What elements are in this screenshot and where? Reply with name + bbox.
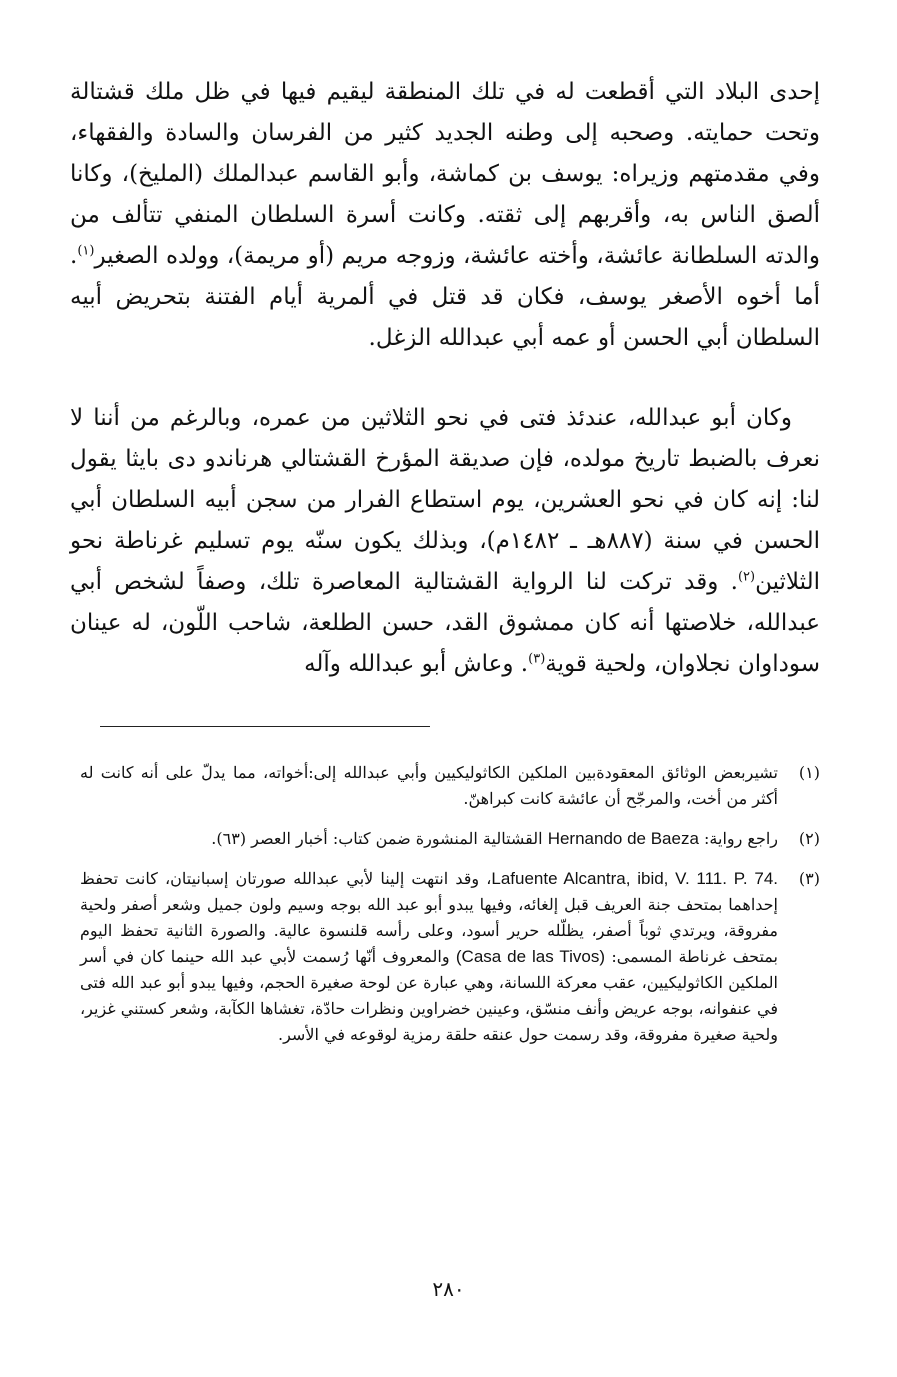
- footnote-text-after: القشتالية المنشورة ضمن كتاب: أخبار العصر (٦٣).: [211, 829, 543, 848]
- footnote-text: تشيربعض الوثائق المعقودةبين الملكين الكاثوليكيين وأبي عبدالله إلى:أخواته، مما يدلّ على أنه كانت له أكثر من أخت، والمرجّح أن عائشة كانت كبراهنّ.: [80, 763, 779, 808]
- paragraph-1-text: إحدى البلاد التي أقطعت له في تلك المنطقة ليقيم فيها في ظل ملك قشتالة وتحت حمايته. وصحبه إلى وطنه الجديد كثير من الفرسان والسادة والفقهاء، وفي مقدمتهم وزيراه: يوسف بن كماشة، وأبو القاسم عبدالملك (المليخ)، وكانا ألصق الناس به، وأقربهم إلى ثقته. وكانت أسرة السلطان المنفي تتألف من والدته السلطانة عائشة، وأخته عائشة، وزوجه مريم (أو مريمة)، وولده الصغير: [70, 79, 820, 269]
- footnote-ref-2[interactable]: (٢): [737, 569, 756, 585]
- paragraph-2-text-end: . وعاش أبو عبدالله وآله: [304, 651, 529, 677]
- paragraph-text: [70, 398, 820, 685]
- paragraph-2-text-cont: . وقد تركت لنا الرواية القشتالية المعاصرة تلك، وصفاً لشخص أبي عبدالله، خلاصتها أنه كان ممشوق القد، حسن الطلعة، شاحب اللّون، له عينان سوداوان نجلاوان، ولحية قوية: [70, 569, 820, 677]
- footnote-text: [80, 826, 778, 852]
- footnote-text: [80, 866, 778, 1048]
- footnote-separator: [100, 726, 430, 727]
- footnote-ref-3[interactable]: (٣): [528, 651, 546, 667]
- footnote-3: [80, 866, 820, 1048]
- paragraph-2-text: وكان أبو عبدالله، عندئذ فتى في نحو الثلاثين من عمره، وبالرغم من أننا لا نعرف بالضبط تاريخ مولده، فإن صديقة المؤرخ القشتالي هرناندو دى بايثا يقول لنا: إنه كان في نحو العشرين، يوم استطاع الفرار من سجن أبيه السلطان أبي الحسن في سنة (٨٨٧هـ ـ ١٤٨٢م)، وبذلك يكون سنّه يوم تسليم غرناطة نحو الثلاثين: [70, 405, 821, 595]
- footnote-latin-source: Hernando de Baeza: [547, 829, 699, 848]
- footnote-text-part1: ، وقد انتهت إلينا لأبي عبدالله صورتان إسبانيتان، كانت تحفظ إحداهما بمتحف جنة العريف قبل إلغائه، وفيها يبدو أبو عبد الله بوجه وسيم ولون جميل وشعر أصفر ولحية مفروقة، ويرتدي ثوباً أصفر، يظلّله حرير أسود، وعلى رأسه قلنسوة عالية. والصورة الثانية تحفظ اليوم بمتحف غرناطة المسمى:: [80, 869, 779, 966]
- body-paragraph-2: [70, 398, 820, 685]
- footnote-latin-source: Lafuente Alcantra, ibid, V. 111. P. 74.: [491, 869, 778, 888]
- paragraph-1-text-cont: . أما أخوه الأصغر يوسف، فكان قد قتل في ألمرية أيام الفتنة بتحريض أبيه السلطان أبي الحسن أو عمه أبي عبدالله الزغل.: [70, 243, 820, 351]
- footnote-number: (١): [798, 763, 820, 782]
- paragraph-text: [70, 72, 820, 359]
- footnote-number: (٢): [798, 829, 820, 848]
- body-paragraph-1: [70, 72, 820, 359]
- footnote-text-part2: والمعروف أنّها رُسمت لأبي عبد الله حينما كان في أسر الملكين الكاثوليكيين، عقب معركة اللسانة، وهي عبارة عن لوحة صغيرة الحجم، وفيها يبدو أبو عبد الله فتى في عنفوانه، بوجه عريض وأنف منسّق، وعينين خضراوين ونظرات حادّة، تغشاها الكآبة، وشعر كستني غزير، ولحية صغيرة مفروقة، وقد رسمت حول عنقه حلقة رمزية لوقوعه في الأسر.: [80, 947, 778, 1044]
- footnote-text-before: راجع رواية:: [704, 829, 778, 848]
- footnote-number: (٣): [798, 869, 820, 888]
- page-number: ٢٨٠: [432, 1277, 465, 1301]
- footnote-2: [80, 826, 820, 852]
- footnote-latin-museum: (Casa de las Tivos): [455, 947, 606, 966]
- footnotes-section: [80, 760, 820, 1062]
- footnote-ref-1[interactable]: (١): [77, 243, 95, 259]
- footnote-1: [80, 760, 820, 812]
